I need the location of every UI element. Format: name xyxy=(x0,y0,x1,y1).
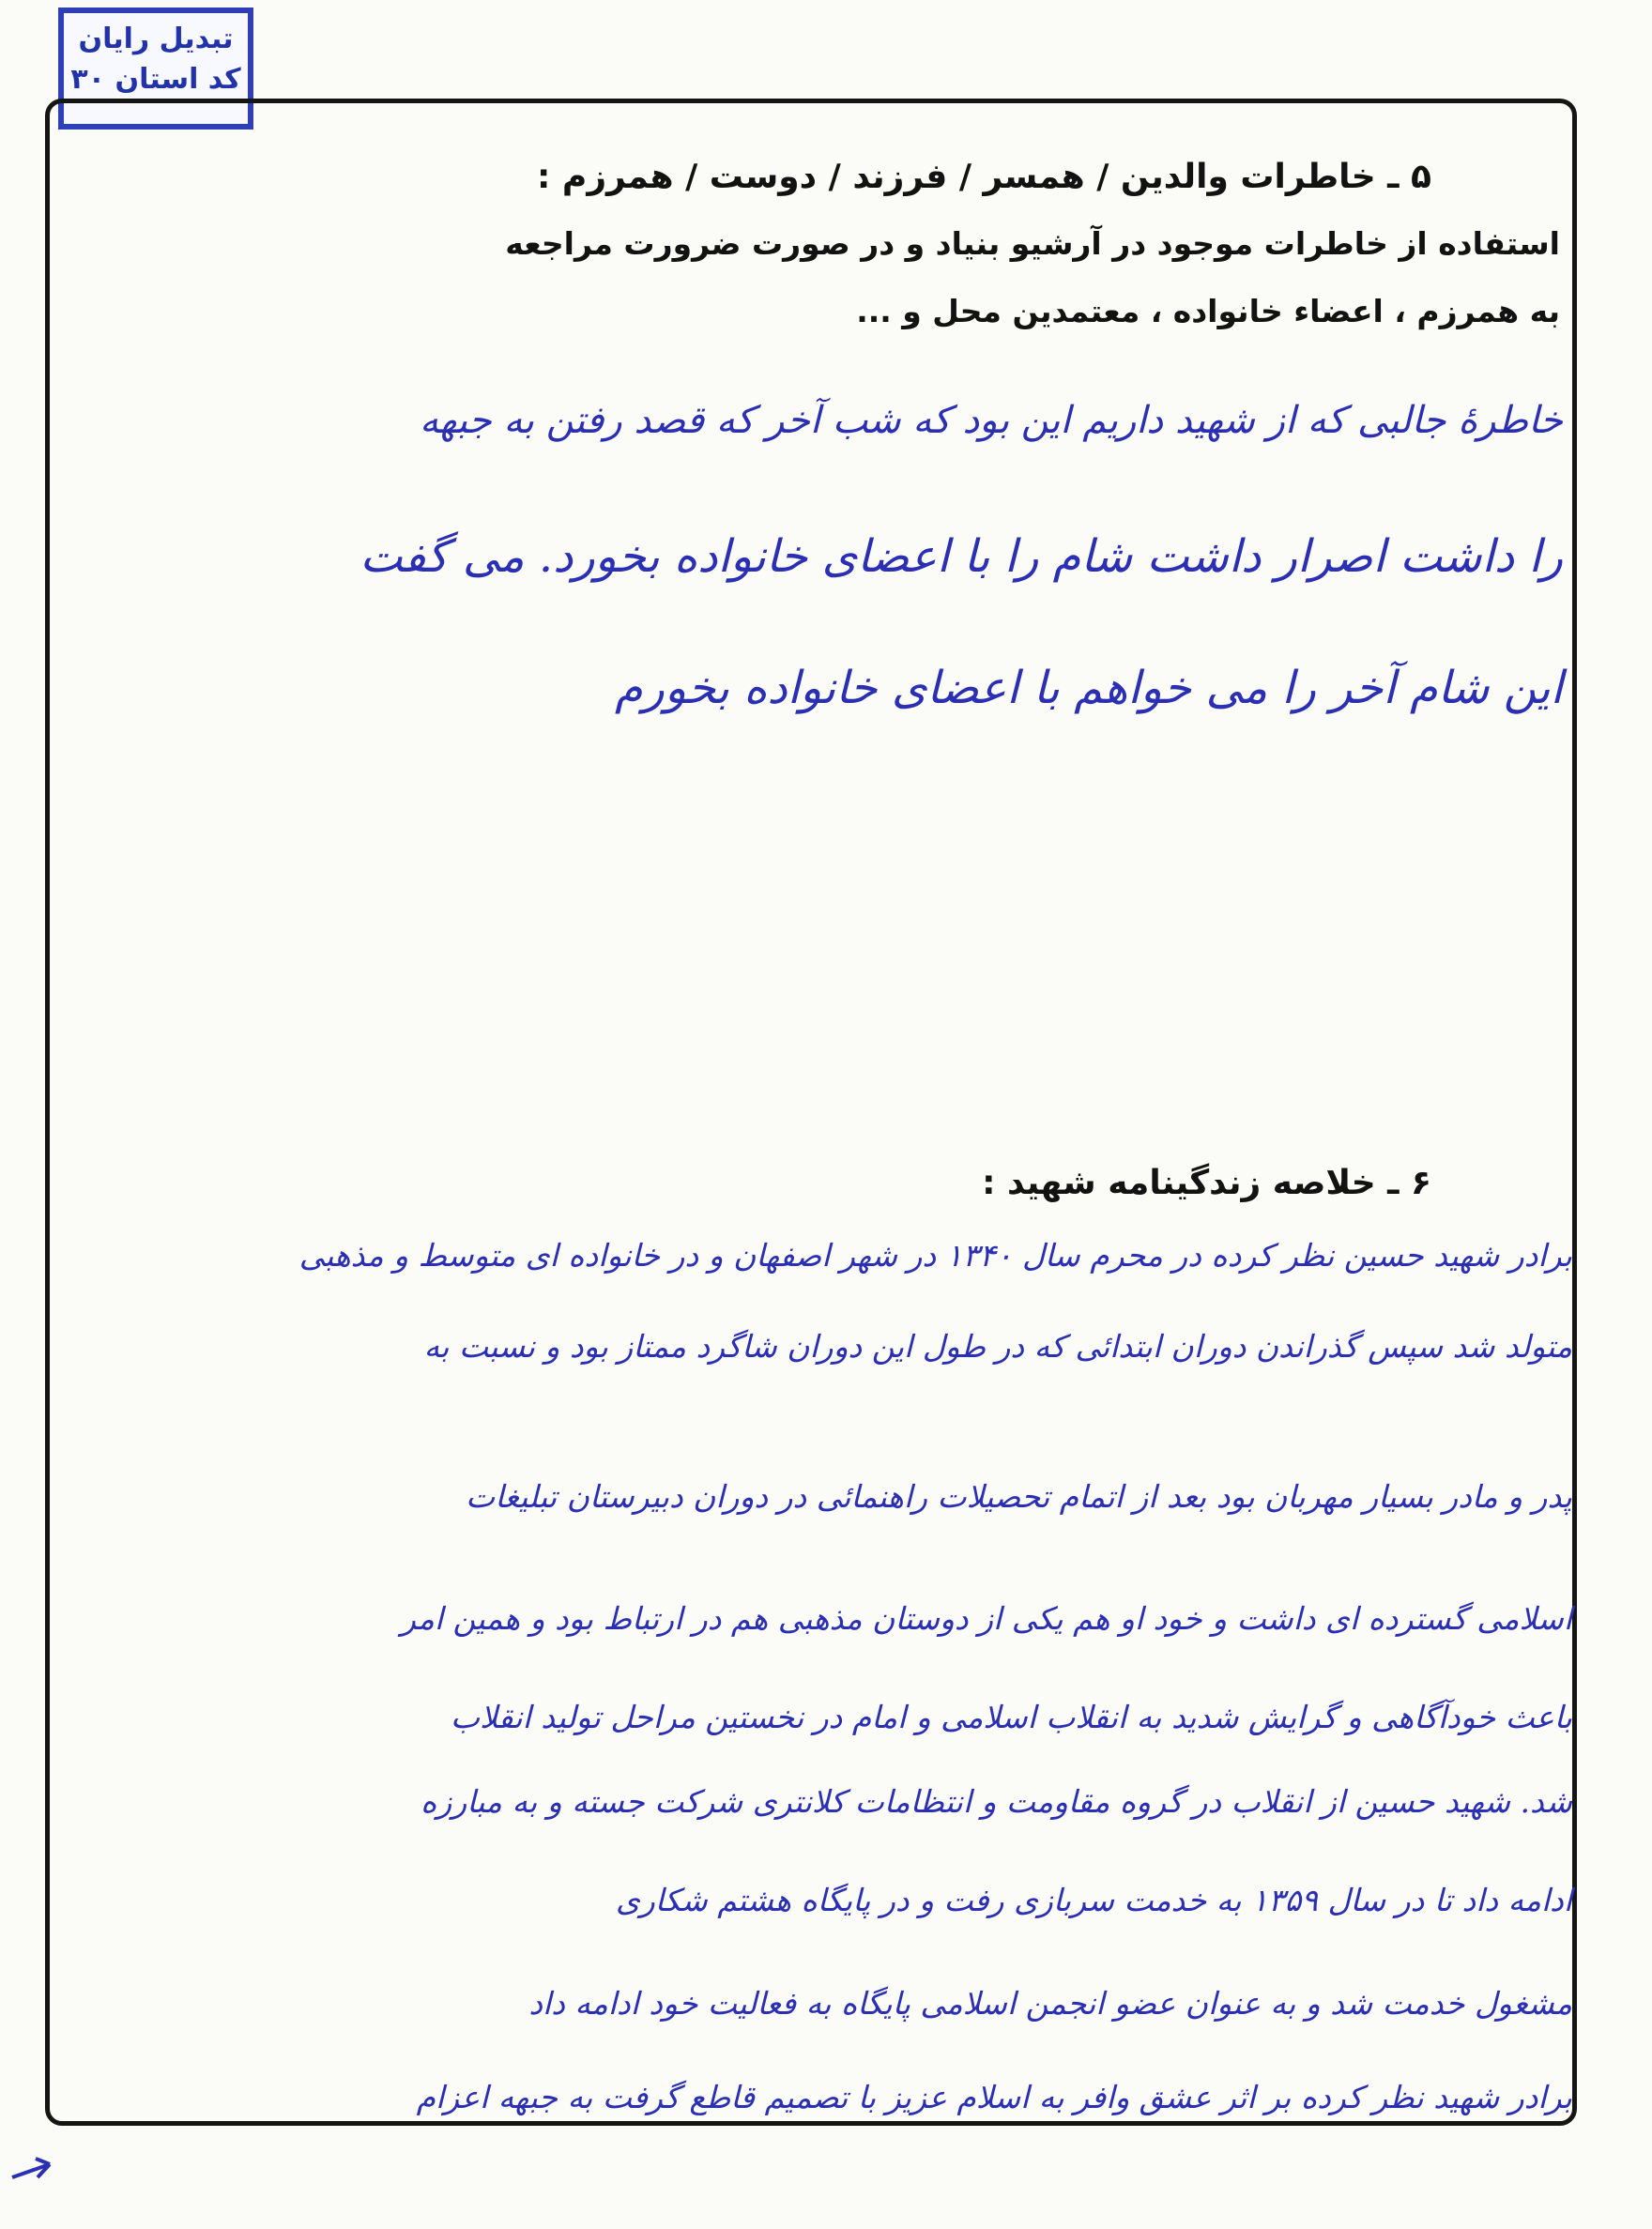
memory-line-3: این شام آخر را می خواهم با اعضای خانواده بخورم xyxy=(614,662,1563,714)
biography-line-1: برادر شهید حسین نظر کرده در محرم سال ۱۳۴۰ در شهر اصفهان و در خانواده ای متوسط و مذهبی xyxy=(298,1237,1572,1274)
pen-stroke-mark xyxy=(8,2149,64,2187)
section6-heading: ۶ ـ خلاصه زندگینامه شهید : xyxy=(982,1164,1431,1202)
memory-line-2: را داشت اصرار داشت شام را با اعضای خانواده بخورد. می گفت xyxy=(359,530,1563,583)
biography-line-2: متولد شد سپس گذراندن دوران ابتدائی که در طول این دوران شاگرد ممتاز بود و نسبت به xyxy=(423,1328,1572,1365)
biography-line-4: اسلامی گسترده ای داشت و خود او هم یکی از دوستان مذهبی هم در ارتباط بود و همین امر xyxy=(401,1600,1572,1637)
memory-line-1: خاطرهٔ جالبی که از شهید داریم این بود که شب آخر که قصد رفتن به جبهه xyxy=(420,399,1563,442)
stamp-line-2: کد استان ۳۰ xyxy=(70,63,241,96)
stamp-line-1: تبدیل رایان xyxy=(78,23,234,55)
section5-heading: ۵ ـ خاطرات والدین / همسر / فرزند / دوست / همرزم : xyxy=(537,158,1431,196)
biography-line-8: مشغول خدمت شد و به عنوان عضو انجمن اسلامی پایگاه به فعالیت خود ادامه داد xyxy=(528,1985,1572,2022)
biography-line-5: باعث خودآگاهی و گرایش شدید به انقلاب اسلامی و امام در نخستین مراحل تولید انقلاب xyxy=(451,1699,1572,1735)
biography-line-9: برادر شهید نظر کرده بر اثر عشق وافر به اسلام عزیز با تصمیم قاطع گرفت به جبهه اعزام xyxy=(416,2079,1572,2115)
section5-instruction-line-2: به همرزم ، اعضاء خانواده ، معتمدین محل و ... xyxy=(856,293,1560,329)
biography-line-3: پدر و مادر بسیار مهربان بود بعد از اتمام تحصیلات راهنمائی در دوران دبیرستان تبلیغات xyxy=(466,1478,1572,1515)
section5-instruction-line-1: استفاده از خاطرات موجود در آرشیو بنیاد و در صورت ضرورت مراجعه xyxy=(505,225,1560,262)
biography-line-7: ادامه داد تا در سال ۱۳۵۹ به خدمت سربازی رفت و در پایگاه هشتم شکاری xyxy=(616,1882,1572,1918)
biography-line-6: شد. شهید حسین از انقلاب در گروه مقاومت و انتظامات کلانتری شرکت جسته و به مبارزه xyxy=(421,1783,1572,1820)
